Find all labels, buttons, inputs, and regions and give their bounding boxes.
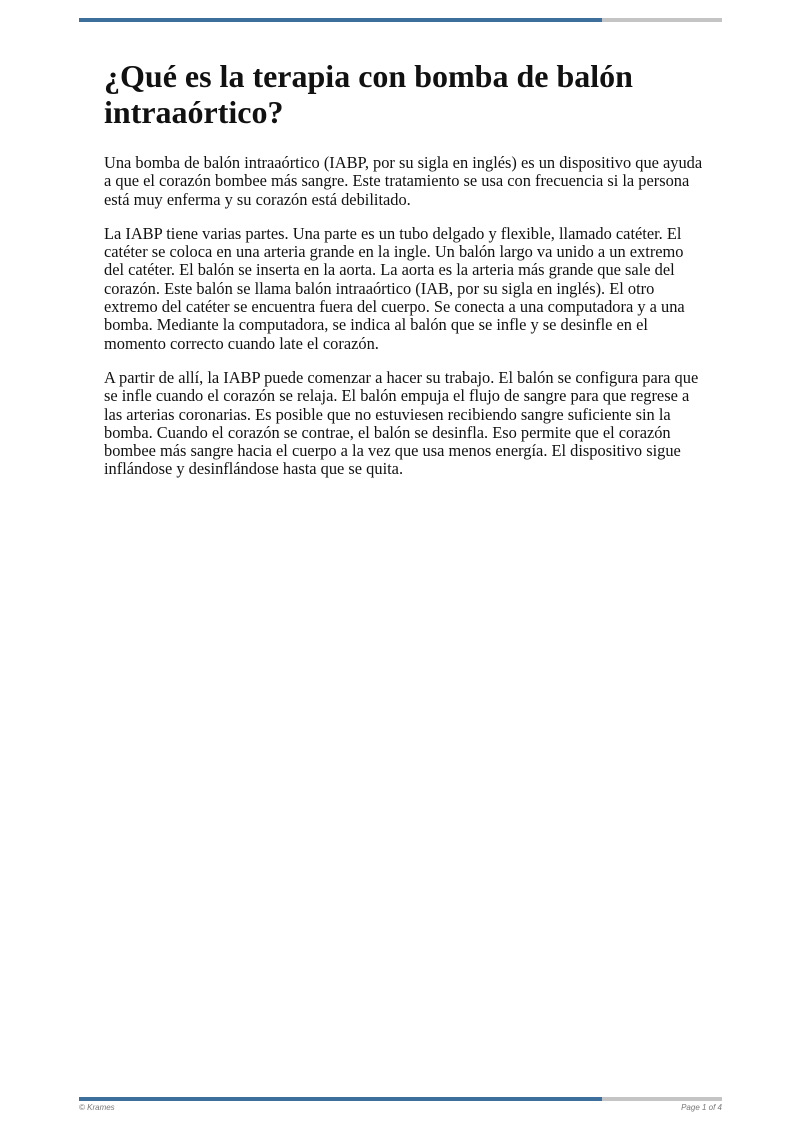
paragraph-intro: Una bomba de balón intraaórtico (IABP, por su sigla en inglés) es un dispositivo que ayuda a que el corazón bombee más sangre. Este tratamiento se usa con frecuencia si la persona está muy enferma y su corazón está debilitado. (104, 153, 703, 209)
article (104, 58, 704, 495)
footer-rule-track (602, 1097, 722, 1101)
footer-rule-accent (79, 1097, 602, 1101)
header-rule-track (602, 18, 722, 22)
copyright-text: © Krames (79, 1103, 115, 1112)
header-rule-accent (79, 18, 602, 22)
footer-rule (79, 1097, 722, 1101)
paragraph-function: A partir de allí, la IABP puede comenzar a hacer su trabajo. El balón se configura para que se infle cuando el corazón se relaja. El balón empuja el flujo de sangre para que regrese a las arterias coronarias. Es posible que no estuviesen recibiendo sangre suficiente sin la bomba. Cuando el corazón se contrae, el balón se desinfla. Eso permite que el corazón bombee más sangre hacia el cuerpo a la vez que usa menos energía. El dispositivo sigue inflándose y desinflándose hasta que se quita. (104, 367, 699, 479)
page-title: ¿Qué es la terapia con bomba de balón intraaórtico? (104, 58, 633, 130)
paragraph-parts: La IABP tiene varias partes. Una parte es un tubo delgado y flexible, llamado catéter. El catéter se coloca en una arteria grande en la ingle. Un balón largo va unido a un extremo del catéter. El balón se inserta en la aorta. La aorta es la arteria más grande que sale del corazón. Este balón se llama balón intraaórtico (IAB, por su sigla en inglés). El otro extremo del catéter se encuentra fuera del cuerpo. Se conecta a una computadora y a una bomba. Mediante la computadora, se indica al balón que se infle y se desinfle en el momento correcto cuando late el corazón. (104, 223, 685, 353)
header-rule (79, 18, 722, 22)
page-footer (79, 1103, 722, 1115)
page-number: Page 1 of 4 (681, 1103, 722, 1112)
